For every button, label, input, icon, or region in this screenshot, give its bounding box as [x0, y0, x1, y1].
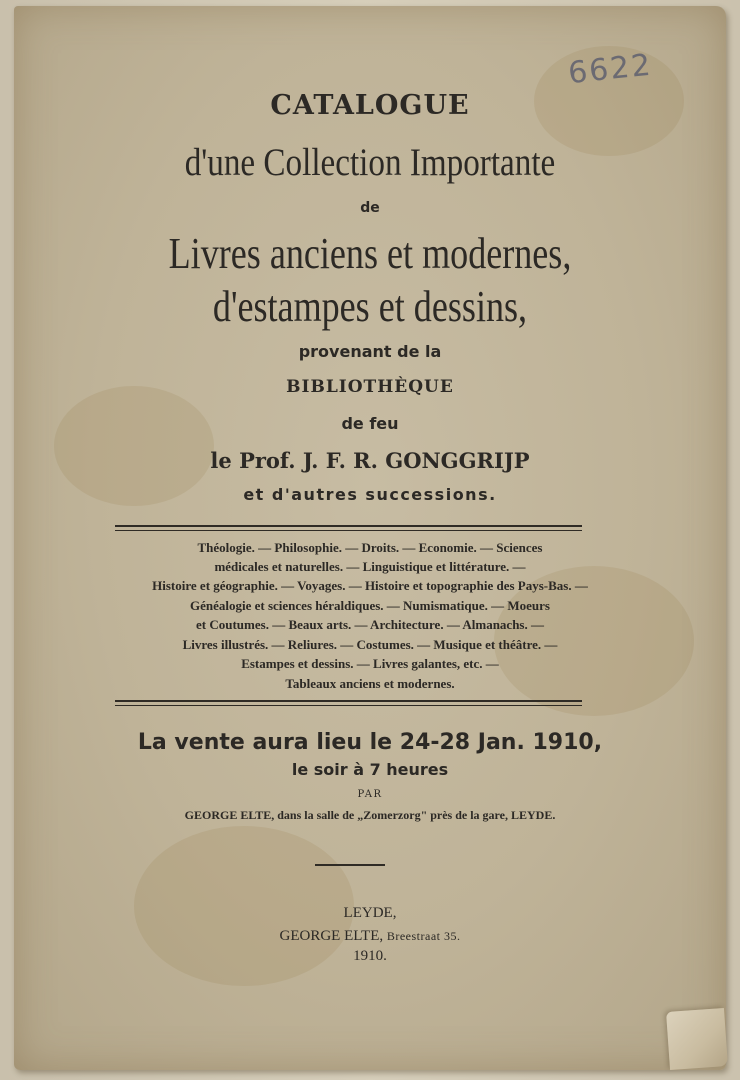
title-line-collection: d'une Collection Importante — [184, 141, 556, 184]
subject-line: Histoire et géographie. — Voyages. — Histoire et topographie des Pays-Bas. — — [152, 578, 588, 593]
top-double-rule — [115, 525, 582, 531]
seller-line: GEORGE ELTE, dans la salle de „Zomerzorg" près de la gare, LEYDE. — [184, 808, 556, 822]
publisher-name: GEORGE ELTE, — [279, 928, 384, 944]
par-label: PAR — [357, 789, 383, 800]
subject-line: Théologie. — Philosophie. — Droits. — Economie. — Sciences — [197, 540, 543, 555]
subject-line: médicales et naturelles. — Linguistique et littérature. — — [214, 559, 526, 574]
folded-corner — [666, 1008, 728, 1070]
imprint-city: LEYDE, — [343, 905, 397, 921]
other-estates-line: et d'autres successions. — [243, 485, 497, 504]
sale-announcement: La vente aura lieu le 24-28 Jan. 1910, — [137, 730, 603, 755]
title-line-estampes: d'estampes et dessins, — [212, 282, 528, 331]
bibliotheque-heading: BIBLIOTHÈQUE — [286, 377, 454, 397]
sale-time: le soir à 7 heures — [291, 760, 449, 779]
pencil-annotation: 6622 — [566, 47, 655, 92]
subject-line: Généalogie et sciences héraldiques. — Numismatique. — Moeurs — [190, 598, 550, 613]
title-connector-de: de — [360, 200, 380, 216]
subject-line: Estampes et dessins. — Livres galantes, etc. — — [241, 656, 499, 671]
title-line-livres: Livres anciens et modernes, — [168, 229, 572, 278]
publisher-address: Breestraat 35. — [386, 929, 461, 943]
subject-line: Livres illustrés. — Reliures. — Costumes. — Musique et théâtre. — — [182, 637, 558, 652]
imprint-publisher — [0, 928, 740, 945]
provenance-line: provenant de la — [298, 342, 442, 361]
subject-line: Tableaux anciens et modernes. — [285, 676, 455, 691]
catalogue-heading: CATALOGUE — [270, 90, 470, 121]
short-divider — [315, 864, 385, 866]
professor-name: le Prof. J. F. R. GONGGRIJP — [210, 448, 530, 473]
subject-line: et Coutumes. — Beaux arts. — Architecture. — Almanachs. — — [196, 617, 544, 632]
bottom-double-rule — [115, 700, 582, 706]
de-feu-line: de feu — [341, 414, 399, 433]
imprint-year: 1910. — [353, 948, 387, 964]
